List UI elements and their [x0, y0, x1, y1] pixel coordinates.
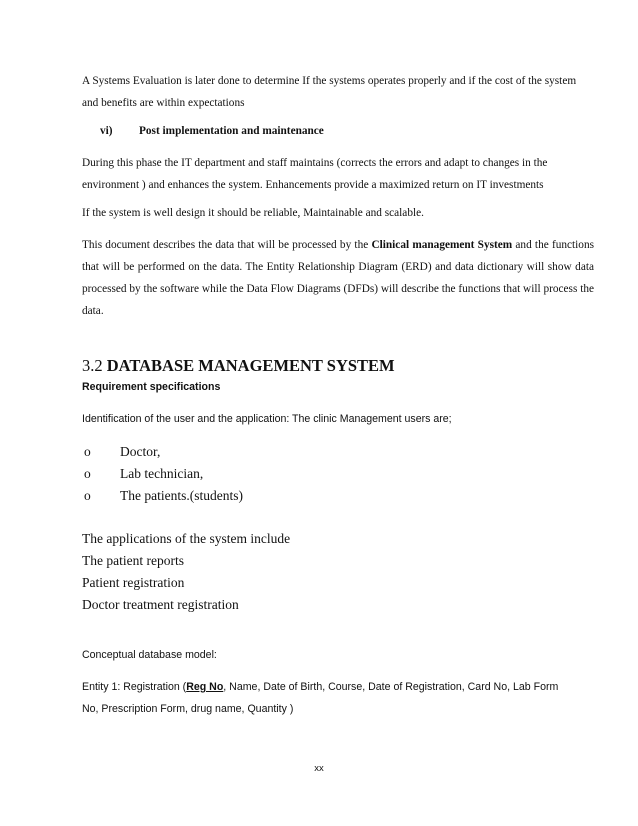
entity-1-line-2: No, Prescription Form, drug name, Quantity ) — [82, 703, 294, 715]
paragraph-reliability: If the system is well design it should be reliable, Maintainable and scalable. — [82, 207, 424, 219]
paragraph-document-description — [82, 234, 594, 322]
section-title: DATABASE MANAGEMENT SYSTEM — [106, 356, 395, 375]
entity-1-attributes: , Name, Date of Birth, Course, Date of Registration, Card No, Lab Form — [223, 681, 559, 693]
application-item-patient-reports: The patient reports — [82, 553, 184, 568]
system-name: Clinical management System — [371, 239, 513, 251]
phase-heading — [100, 125, 324, 137]
doc-text-after: and the functions that will be performed on the data. The Entity Relationship Diagram (ERD) and data dictionary will show data processed by the software while the Data Flow Diagrams (DFDs) will describe the functions that will process the data. — [82, 239, 594, 317]
section-number: 3.2 — [82, 356, 103, 375]
phase-title: Post implementation and maintenance — [139, 125, 324, 137]
user-item-label: Doctor, — [120, 444, 161, 459]
user-item-label: Lab technician, — [120, 466, 204, 481]
applications-intro: The applications of the system include — [82, 531, 291, 546]
application-item-patient-registration: Patient registration — [82, 575, 185, 590]
user-item-label: The patients.(students) — [120, 488, 243, 503]
entity-1-prefix: Entity 1: Registration ( — [82, 681, 187, 693]
paragraph-maintenance: During this phase the IT department and staff maintains (corrects the errors and adapt to changes in the environment ) and enhances the system. Enhancements provide a maximized return on IT investments — [82, 157, 548, 191]
paragraph-evaluation: A Systems Evaluation is later done to determine If the systems operates properly and if the cost of the system and benefits are within expectations — [82, 75, 577, 109]
requirement-specifications-heading: Requirement specifications — [82, 381, 221, 393]
doc-text-before: This document describes the data that will be processed by the — [82, 239, 372, 251]
entity-1-line-1 — [82, 681, 558, 693]
page-number: xx — [314, 763, 324, 774]
phase-number: vi) — [100, 125, 113, 137]
application-item-doctor-treatment: Doctor treatment registration — [82, 597, 239, 612]
bullet-icon: o — [84, 466, 91, 481]
bullet-icon: o — [84, 444, 91, 459]
entity-1-primary-key: Reg No — [186, 681, 224, 693]
conceptual-model-heading: Conceptual database model: — [82, 649, 217, 661]
section-heading — [82, 356, 395, 376]
identification-text: Identification of the user and the application: The clinic Management users are; — [82, 413, 452, 425]
bullet-icon: o — [84, 488, 91, 503]
